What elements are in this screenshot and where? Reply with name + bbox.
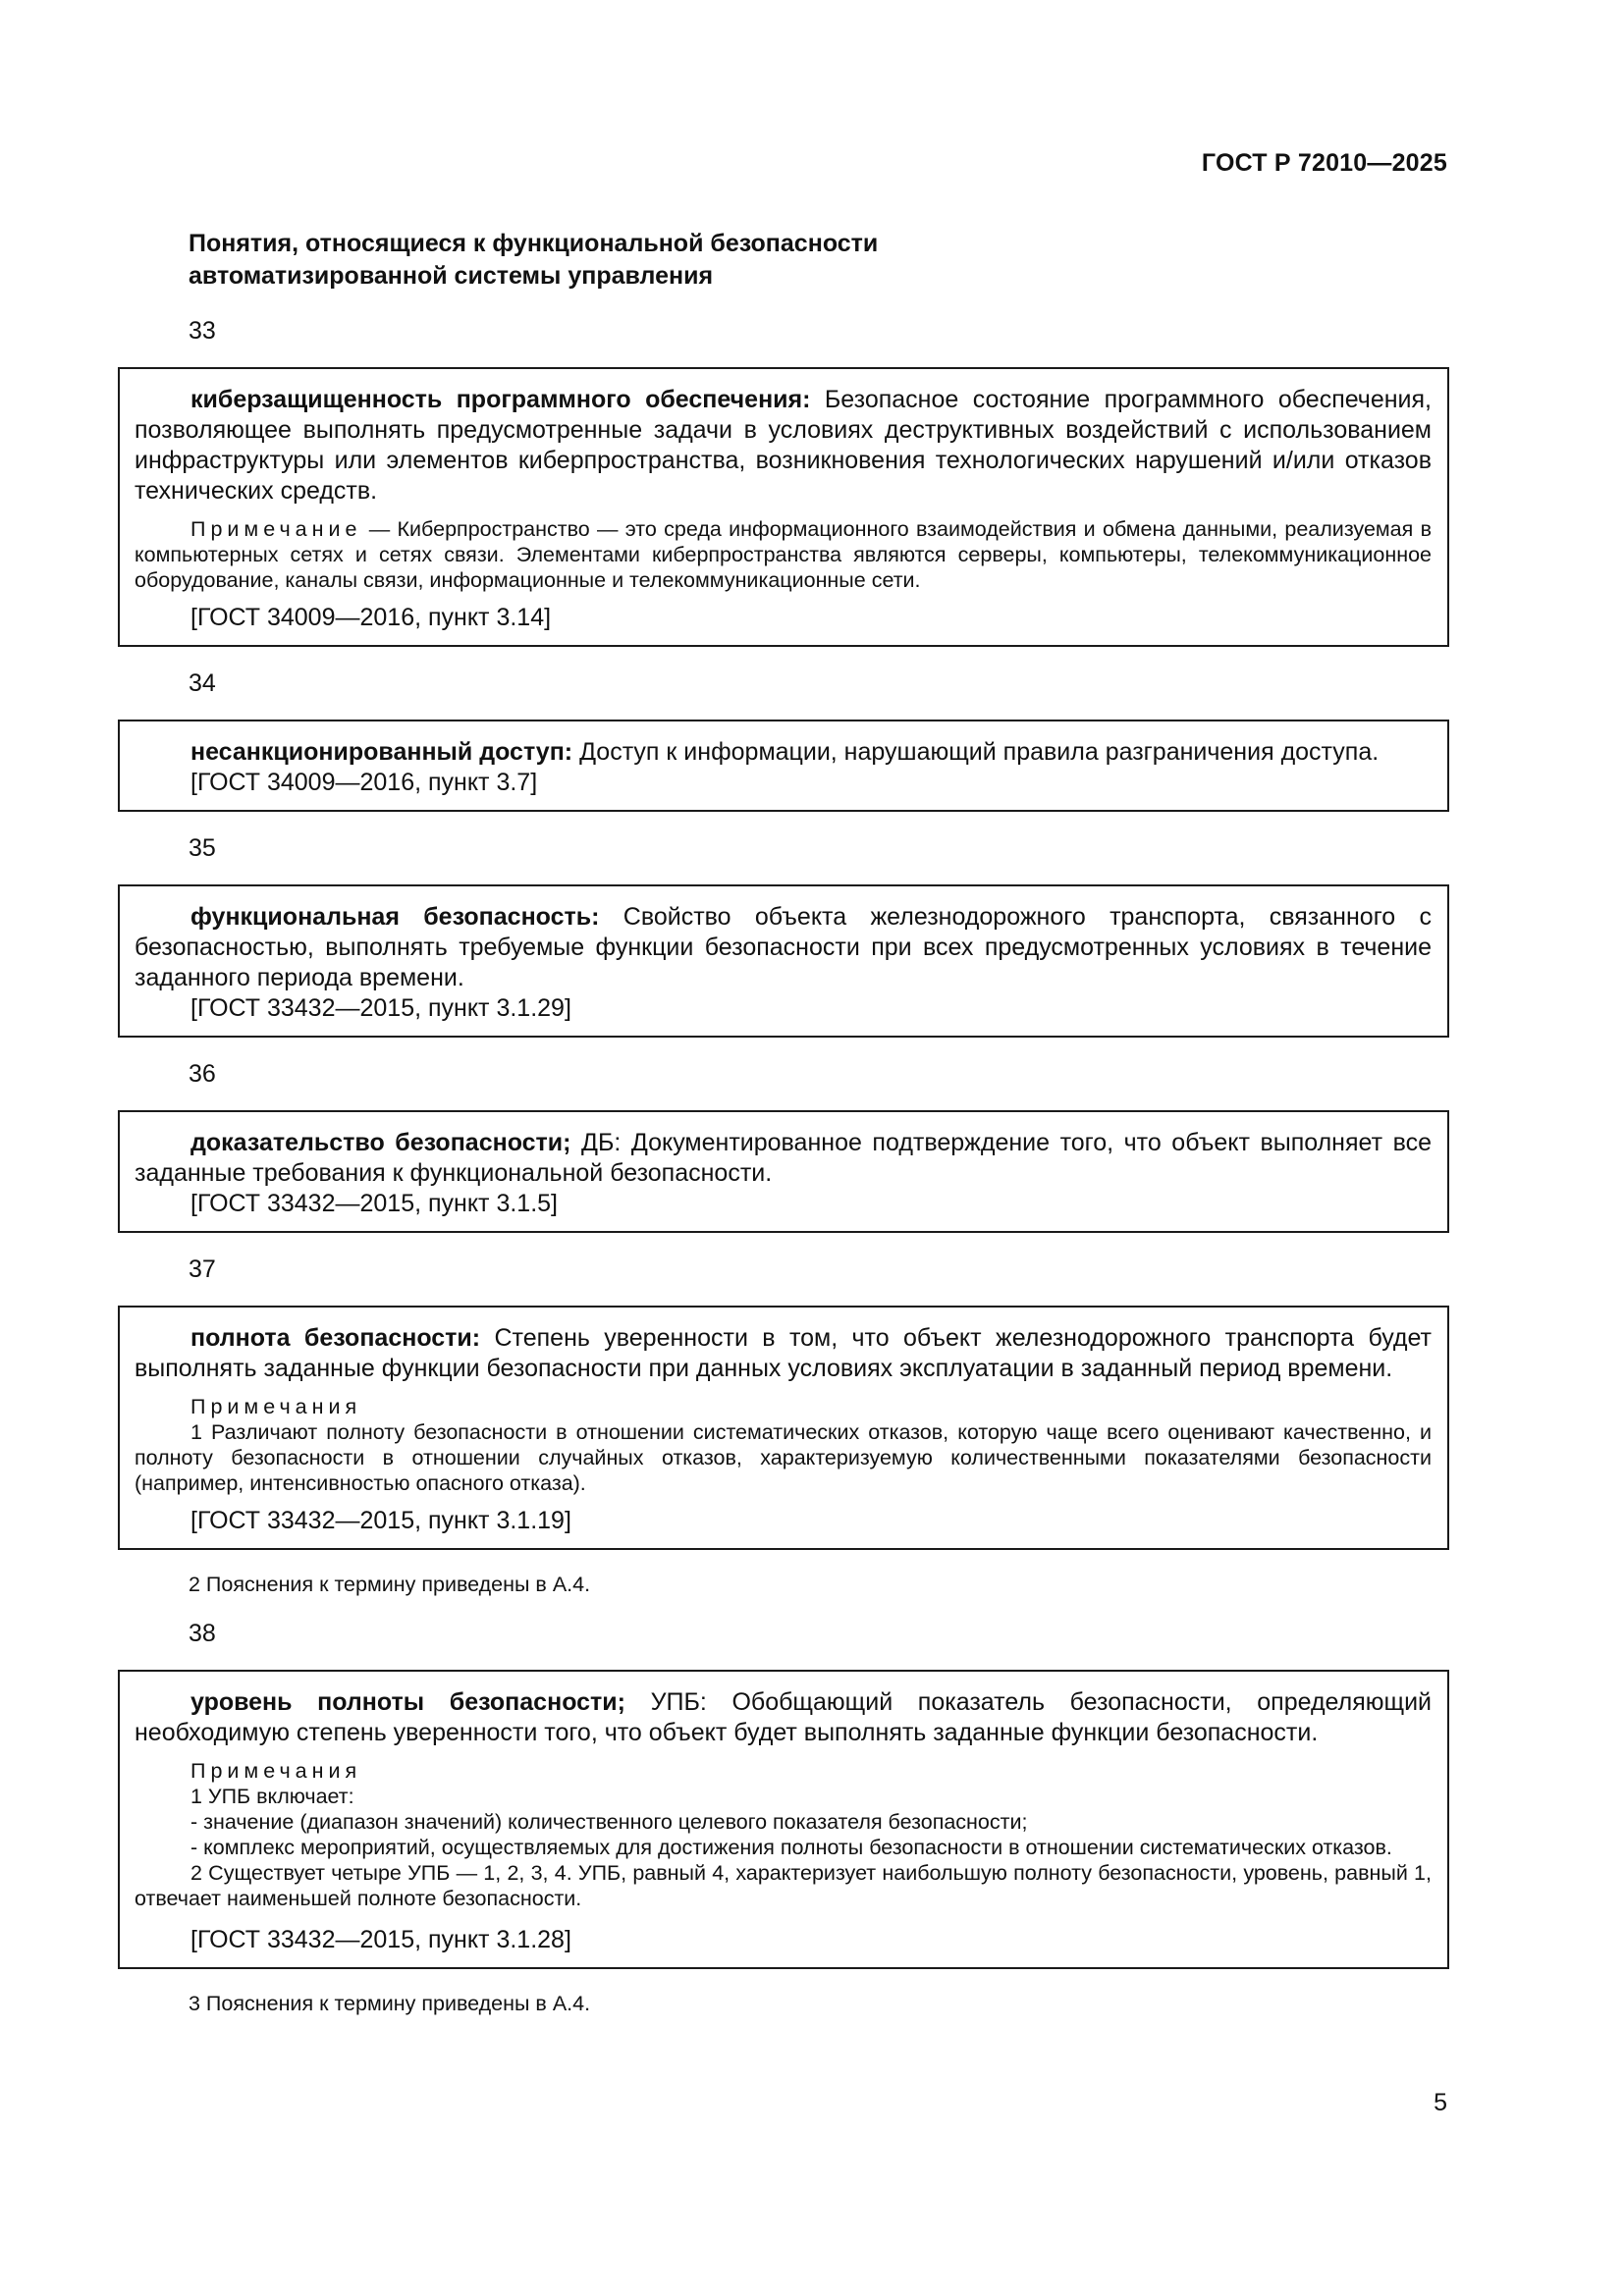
term-source: [ГОСТ 33432—2015, пункт 3.1.5] [190, 1190, 558, 1217]
definition-text: Степень уверенности в том, что объект железнодорожного транспорта будет выполнять заданные функции безопасности при данных условиях эксплуатации в заданный период времени. [135, 1324, 1432, 1382]
term-name: функциональная безопасность: [190, 903, 600, 931]
section-title-line-1: Понятия, относящиеся к функциональной безопасности [189, 230, 879, 257]
term-box [118, 367, 1449, 647]
term-source: [ГОСТ 34009—2016, пункт 3.14] [190, 604, 552, 631]
note-text: — Киберпространство — это среда информационного взаимодействия и обмена данными, реализуемая в компьютерных сетях и сетях связи. Элементами киберпространства являются серверы, компьютеры, телекоммуникационное оборудование, каналы связи, информационные и телекоммуникационные сети. [135, 517, 1432, 592]
term-note [135, 516, 1432, 593]
term-name: несанкционированный доступ: [190, 738, 573, 766]
term-name: полнота безопасности: [190, 1324, 481, 1352]
term-definition [135, 1323, 1432, 1384]
note-text: 1 УПБ включает: [190, 1785, 354, 1808]
document-id-header: ГОСТ Р 72010—2025 [1201, 149, 1447, 177]
term-definition [135, 902, 1432, 993]
term-definition [135, 385, 1432, 507]
term-note-item [135, 1809, 1432, 1835]
term-definition [135, 1687, 1432, 1748]
note-text: 2 Существует четыре УПБ — 1, 2, 3, 4. УПБ, равный 4, характеризует наибольшую полноту безопасности, уровень, равный 1, отвечает наименьшей полноте безопасности. [135, 1861, 1432, 1910]
term-number: 36 [189, 1060, 216, 1088]
term-explanation-note: 3 Пояснения к термину приведены в А.4. [189, 1992, 591, 2015]
term-name: киберзащищенность программного обеспечения: [190, 386, 811, 413]
notes-label-line [135, 1394, 1432, 1419]
term-box [118, 1670, 1449, 1969]
term-note-item [135, 1835, 1432, 1860]
term-note [135, 1784, 1432, 1809]
term-number: 35 [189, 834, 216, 862]
term-source: [ГОСТ 33432—2015, пункт 3.1.19] [190, 1507, 571, 1534]
term-number: 33 [189, 317, 216, 345]
term-definition [135, 737, 1432, 768]
term-number: 34 [189, 669, 216, 697]
page-number: 5 [1434, 2089, 1447, 2116]
terms-list [118, 316, 1449, 2038]
term-source: [ГОСТ 33432—2015, пункт 3.1.28] [190, 1926, 571, 1953]
notes-label: Примечания [190, 1759, 362, 1783]
notes-label-line [135, 1758, 1432, 1784]
term-number: 37 [189, 1255, 216, 1283]
note-item-text: - значение (диапазон значений) количественного целевого показателя безопасности; [190, 1810, 1028, 1834]
section-title [189, 228, 878, 293]
definition-text: УПБ: Обобщающий показатель безопасности, определяющий необходимую степень уверенности того, что объект будет выполнять заданные функции безопасности. [135, 1688, 1432, 1746]
note-item-text: - комплекс мероприятий, осуществляемых для достижения полноты безопасности в отношении систематических отказов. [190, 1836, 1392, 1859]
term-box [118, 1306, 1449, 1550]
note-text: 1 Различают полноту безопасности в отношении систематических отказов, которую чаще всего оценивают качественно, и полноту безопасности в отношении случайных отказов, характеризуемую количественными показателями безопасности (например, интенсивностью опасного отказа). [135, 1420, 1432, 1495]
term-box [118, 720, 1449, 812]
definition-text: Доступ к информации, нарушающий правила разграничения доступа. [572, 738, 1380, 766]
term-number: 38 [189, 1620, 216, 1647]
term-name: уровень полноты безопасности; [190, 1688, 625, 1716]
term-explanation-note: 2 Пояснения к термину приведены в А.4. [189, 1573, 591, 1596]
notes-label: Примечания [190, 1395, 362, 1418]
section-title-line-2: автоматизированной системы управления [189, 262, 714, 290]
term-name: доказательство безопасности; [190, 1129, 571, 1156]
term-source: [ГОСТ 34009—2016, пункт 3.7] [190, 769, 538, 796]
note-label: Примечание [190, 517, 362, 541]
definition-text: Безопасное состояние программного обеспечения, позволяющее выполнять предусмотренные задачи в условиях деструктивных воздействий с использованием инфраструктуры или элементов киберпространства, возникновения технологических нарушений и/или отказов технических средств. [135, 386, 1432, 505]
term-note [135, 1860, 1432, 1911]
term-box [118, 884, 1449, 1038]
definition-text: ДБ: Документированное подтверждение того, что объект выполняет все заданные требования к функциональной безопасности. [135, 1129, 1433, 1187]
term-box [118, 1110, 1449, 1233]
term-source: [ГОСТ 33432—2015, пункт 3.1.29] [190, 994, 571, 1022]
term-definition [135, 1128, 1432, 1189]
definition-text: Свойство объекта железнодорожного транспорта, связанного с безопасностью, выполнять требуемые функции безопасности при всех предусмотренных условиях в течение заданного периода времени. [135, 903, 1432, 991]
term-note [135, 1419, 1432, 1496]
